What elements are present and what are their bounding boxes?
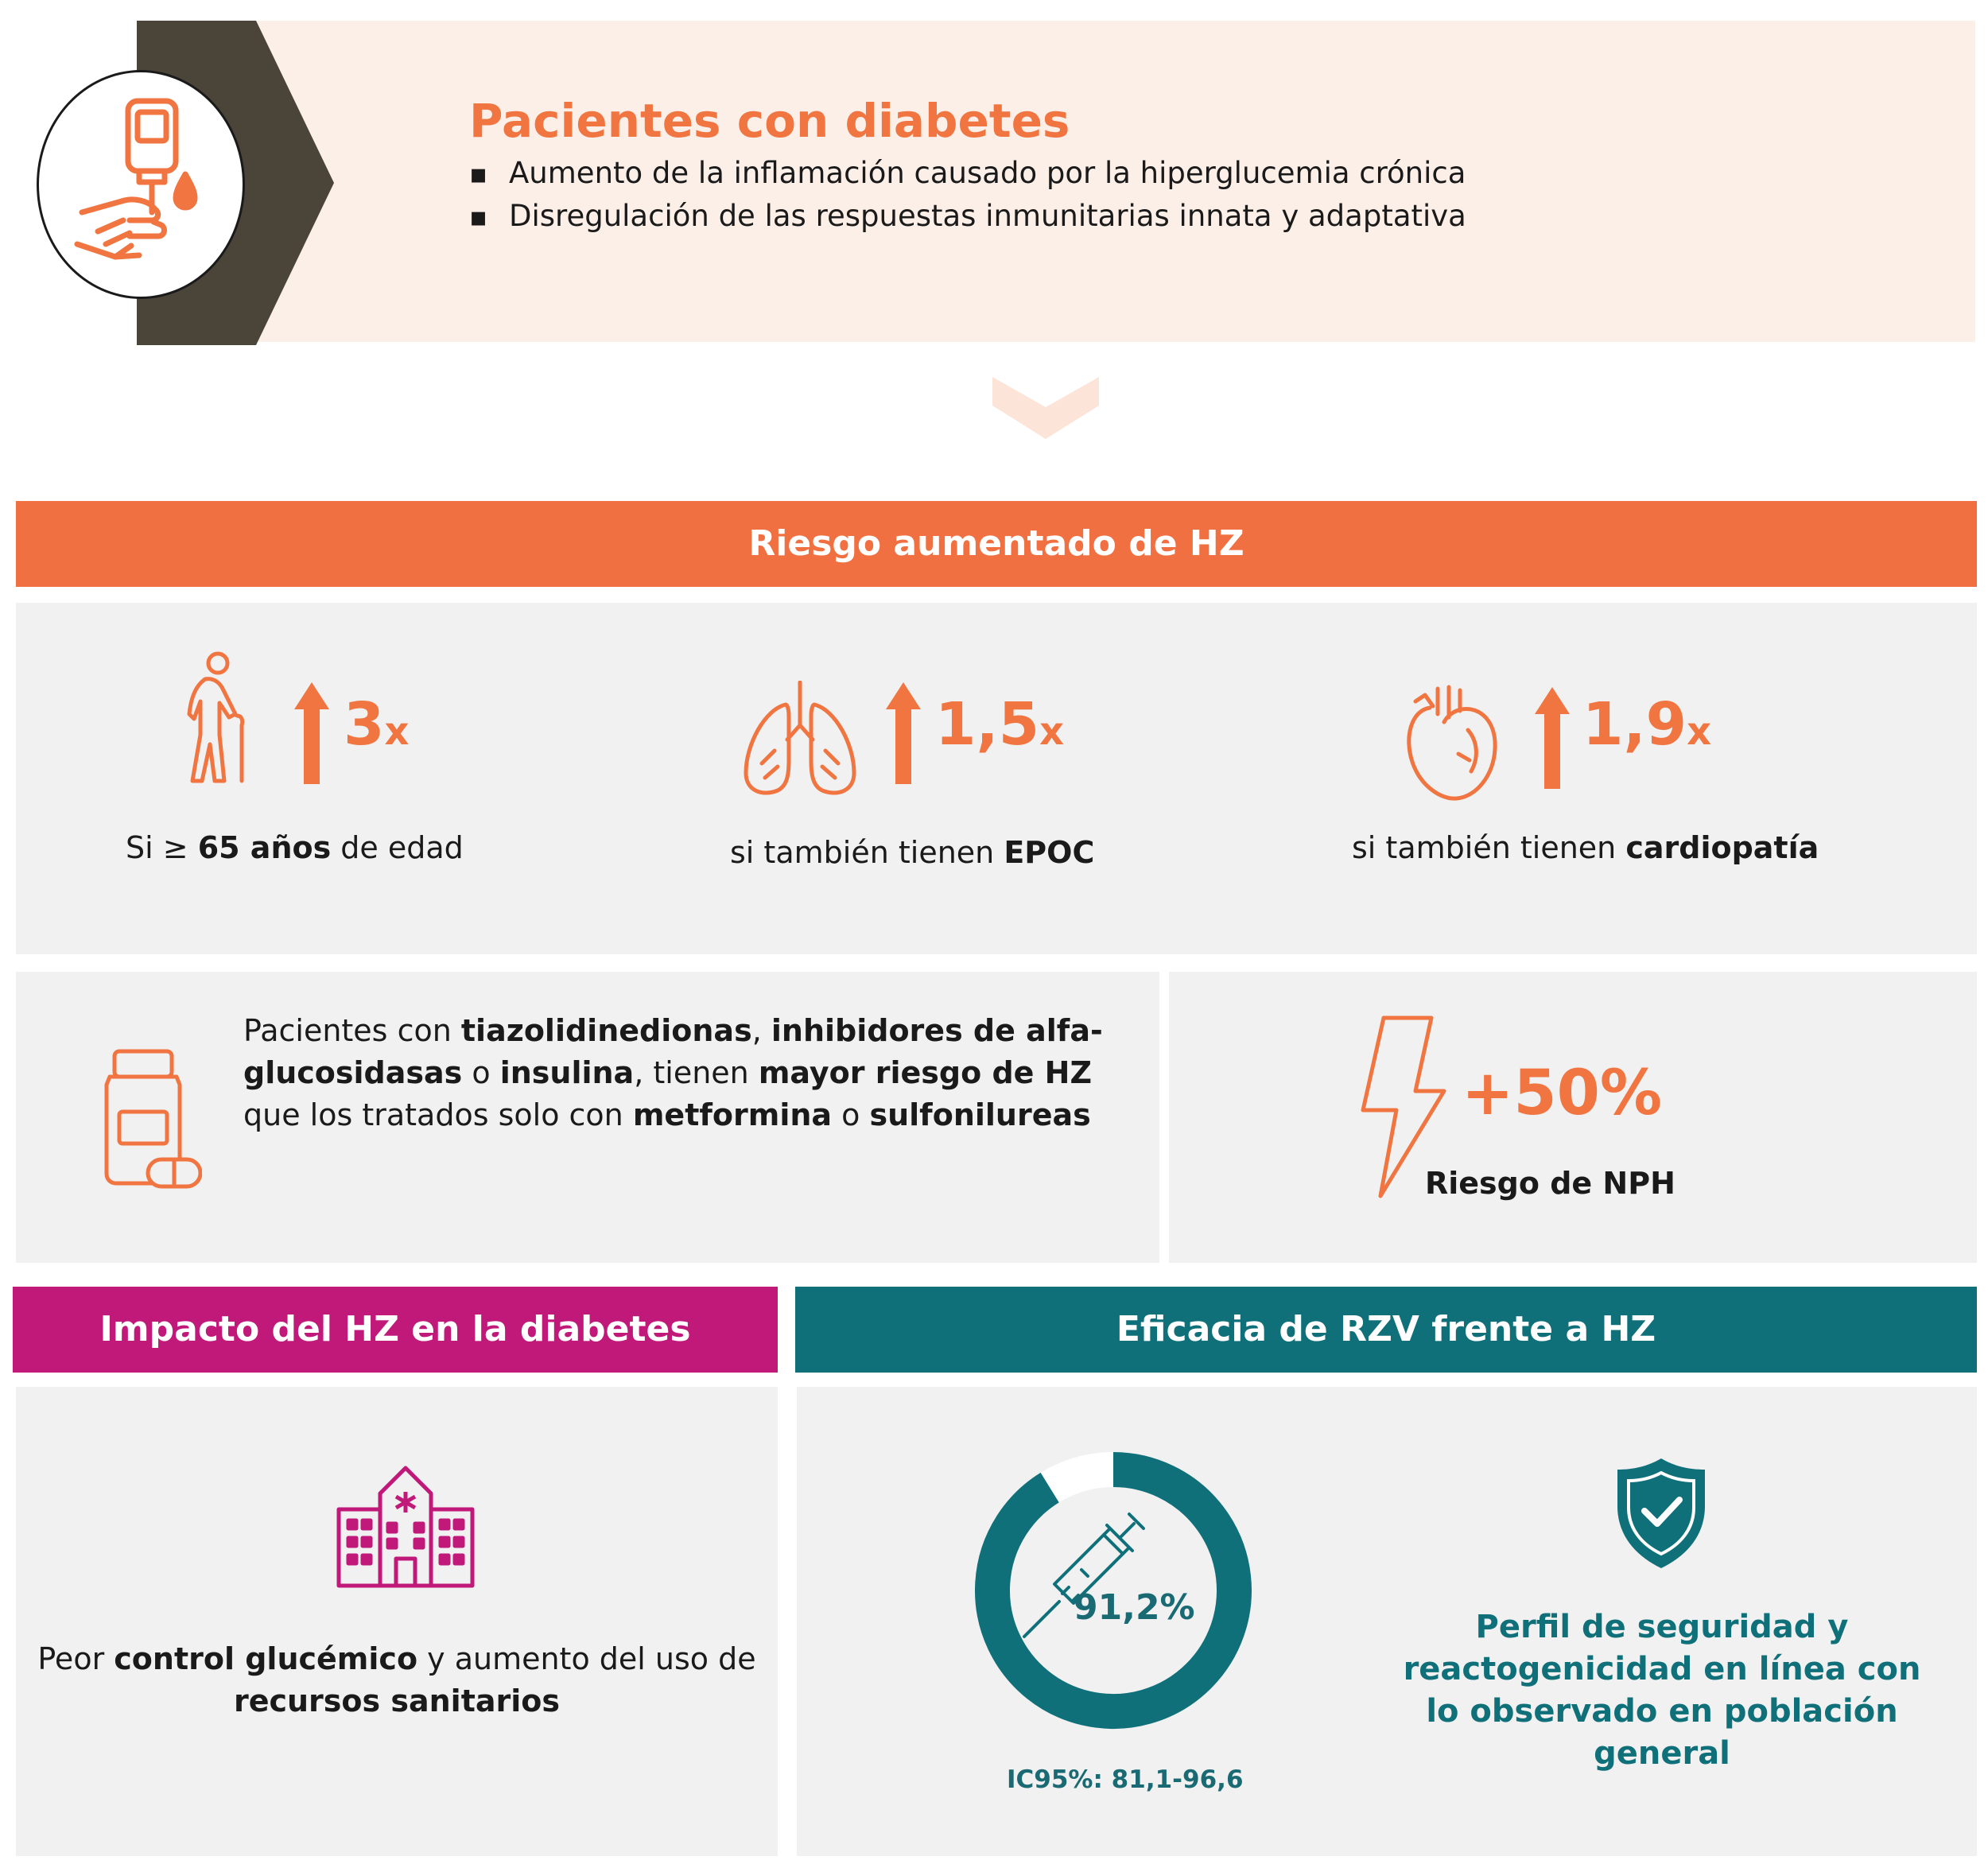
patients-bullet-list <box>469 156 1466 242</box>
heart-icon <box>1406 682 1498 802</box>
elderly-person-icon <box>173 650 253 786</box>
risk-value-age: 3x <box>344 690 410 759</box>
impact-header: Impacto del HZ en la diabetes <box>13 1287 778 1373</box>
efficacy-percent: 91,2% <box>1074 1587 1195 1628</box>
safety-text: Perfil de seguridad y reactogenicidad en línea con lo observado en población general <box>1403 1609 1921 1772</box>
risk-header: Riesgo aumentado de HZ <box>16 501 1977 587</box>
glucose-meter-icon <box>74 93 217 276</box>
glucose-meter-circle <box>37 70 245 299</box>
risk-caption-copd: si también tienen EPOC <box>730 835 1095 870</box>
arrow-up-icon <box>294 682 329 784</box>
efficacy-ci: IC95%: 81,1-96,6 <box>1007 1765 1244 1794</box>
arrow-up-icon <box>886 682 921 784</box>
shield-check-icon <box>1614 1455 1708 1571</box>
patients-bullet: ▪ Aumento de la inflamación causado por la hiperglucemia crónica <box>469 156 1466 199</box>
chevron-down-icon <box>992 377 1099 444</box>
risk-value-copd: 1,5x <box>935 690 1065 759</box>
risk-caption-heart: si también tienen cardiopatía <box>1352 830 1819 865</box>
efficacy-header: Eficacia de RZV frente a HZ <box>795 1287 1977 1373</box>
medicine-bottle-icon <box>103 1048 202 1191</box>
risk-value-heart: 1,9x <box>1582 690 1712 759</box>
medications-text: Pacientes con tiazolidinedionas, inhibidores de alfa-glucosidasas o insulina, tienen mayor riesgo de HZ que los tratados solo con metformina o sulfonilureas <box>243 1013 1103 1132</box>
patients-title: Pacientes con diabetes <box>469 94 1070 148</box>
arrow-up-icon <box>1535 687 1570 789</box>
risk-caption-age: Si ≥ 65 años de edad <box>126 830 464 865</box>
hospital-icon <box>336 1462 476 1589</box>
nph-value: +50% <box>1462 1058 1663 1129</box>
nph-caption: Riesgo de NPH <box>1425 1166 1675 1201</box>
impact-panel <box>16 1387 778 1856</box>
impact-text: Peor control glucémico y aumento del uso de recursos sanitarios <box>37 1641 756 1718</box>
lungs-icon <box>743 681 857 798</box>
patients-bullet: ▪ Disregulación de las respuestas inmunitarias innata y adaptativa <box>469 199 1466 242</box>
